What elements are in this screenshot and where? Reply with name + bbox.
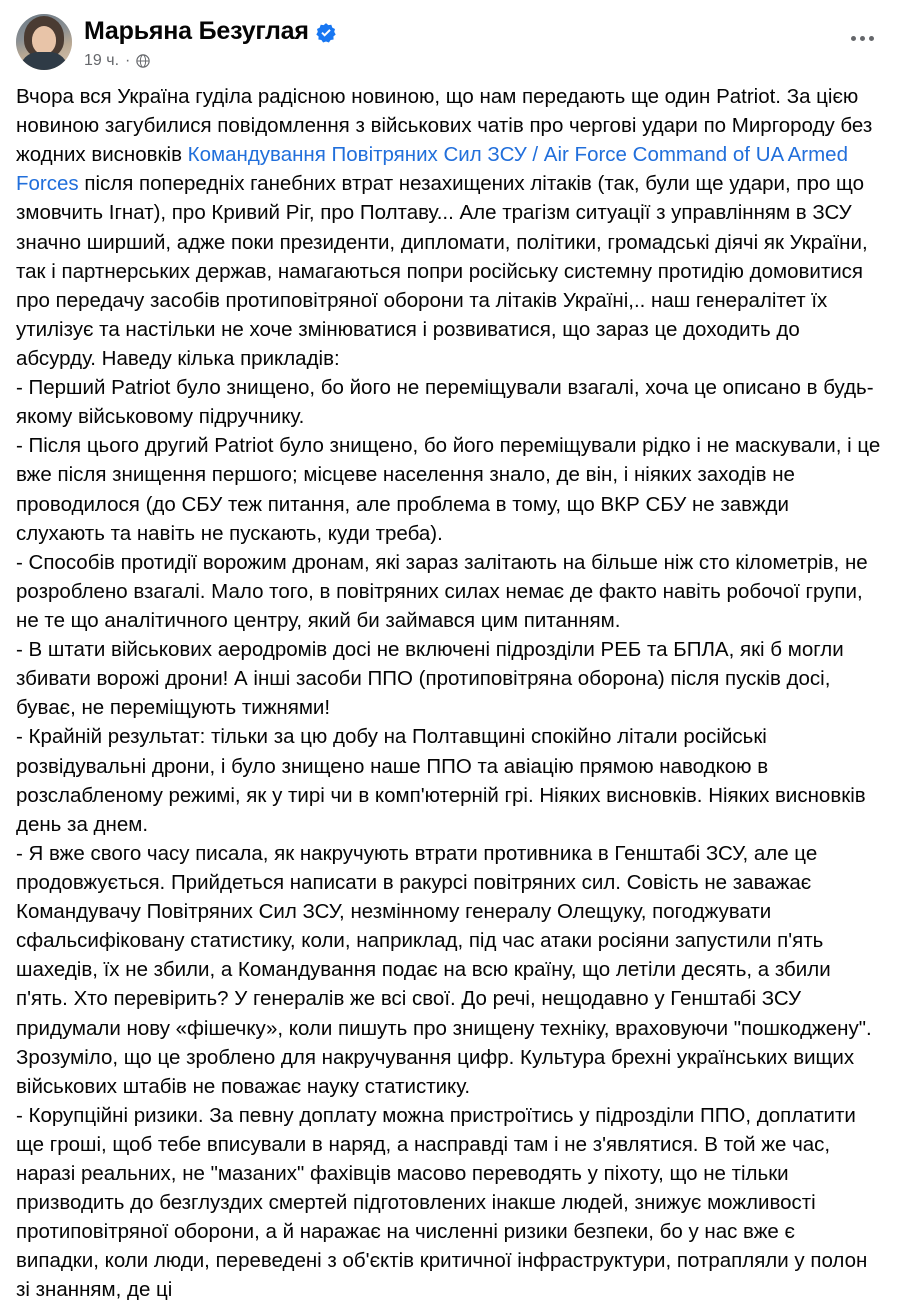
post-paragraph-2: - Перший Patriot було знищено, бо його не переміщували взагалі, хоча це описано в будь-якому військовому підручнику. — [16, 376, 874, 429]
menu-dot — [851, 36, 856, 41]
author-name-row — [84, 18, 882, 46]
post-paragraph-6: - Крайній результат: тільки за цю добу на Полтавщині спокійно літали російські розвідувальні дрони, і було знищено наше ППО та авіацію прямою наводкою в розслабленому режимі, як у тирі чи в комп'ютерній грі. Ніяких висновків. Ніяких висновків день за днем. — [16, 725, 866, 836]
meta-separator: · — [125, 51, 131, 69]
avatar-body — [20, 52, 68, 70]
menu-dot — [860, 36, 865, 41]
avatar-face — [32, 26, 56, 54]
post-paragraph-8: - Корупційні ризики. За певну доплату можна пристроїтись у підрозділи ППО, доплатити ще гроші, щоб тебе вписували в наряд, а насправді там і не з'являтися. В той же час, наразі реальних, не "мазаних" фахівців масово переводять у піхоту, що не тільки призводить до безглуздих смертей підготовлених інакше людей, знижує можливості протиповітряної оборони, а й наражає на численні ризики безпеки, бо у нас вже є випадки, коли люди, переведені з об'єктів критичної інфраструктури, потрапляли у полон зі знанням, де ці — [16, 1103, 868, 1302]
post-paragraph-3: - Після цього другий Patriot було знищено, бо його переміщували рідко і не маскували, і це вже після знищення першого; місцеве населення знало, де він, і ніяких заходів не проводилося (до СБУ теж питання, але проблема в тому, що ВКР СБУ не завжди слухають та навіть не пускають, куди треба). — [16, 434, 881, 545]
post-header — [14, 12, 884, 80]
post-body — [14, 80, 884, 1311]
avatar[interactable] — [16, 14, 72, 70]
post-author-block — [84, 14, 882, 70]
post-paragraph-7: - Я вже свого часу писала, як накручують втрати противника в Генштабі ЗСУ, але це продовжується. Прийдеться написати в ракурсі повітряних сил. Совість не заважає Командувачу Повітряних Сил ЗСУ, незмінному генералу Олещуку, погоджувати сфальсифіковану статистику, коли, наприклад, під час атаки росіяни запустили п'ять шахедів, їх не збили, а Командування подає на всю країну, що летіли десять, а збили п'ять. Хто перевірить? У генералів же всі свої. До речі, нещодавно у Генштабі ЗСУ придумали нову «фішечку», коли пишуть про знищену техніку, враховуючи "пошкоджену". Зрозуміло, що це зроблено для накручування цифр. Культура брехні українських вищих військових штабів не поважає науку статистику. — [16, 841, 872, 1098]
post-meta-row — [84, 52, 882, 70]
post-timestamp[interactable]: 19 ч. — [84, 51, 120, 69]
post-paragraph-5: - В штати військових аеродромів досі не включені підрозділи РЕБ та БПЛА, які б могли збивати ворожі дрони! А інші засоби ППО (протиповітряна оборона) після пусків досі, буває, не переміщують тижнями! — [16, 638, 844, 720]
globe-icon — [136, 54, 150, 68]
author-name[interactable]: Марьяна Безуглая — [84, 17, 309, 45]
post-text-intro-rest: після попередніх ганебних втрат незахищених літаків (так, були ще удари, про що змовчить Ігнат), про Кривий Ріг, про Полтаву... Але трагізм ситуації з управлінням в ЗСУ значно ширший, адже поки президенти, дипломати, політики, громадські діячі як України, так і партнерських держав, намагаються попри російську системну протидію домовитися про передачу засобів протиповітряної оборони та літаків Україні,.. наш генералітет їх утилізує та настільки не хоче змінюватися і розвиватися, що зараз це доходить до абсурду. Наведу кілька прикладів: — [16, 172, 868, 370]
verified-badge-icon — [315, 22, 337, 44]
post-options-menu[interactable] — [844, 26, 880, 50]
air-force-command-link[interactable]: Командування Повітряних Сил ЗСУ / Air Force Command of UA Armed Forces — [16, 143, 848, 196]
post-paragraph-4: - Способів протидії ворожим дронам, які зараз залітають на більше ніж сто кілометрів, не розроблено взагалі. Мало того, в повітряних силах немає де факто навіть робочої групи, не те що аналітичного центру, який би займався цим питанням. — [16, 550, 868, 632]
post-text-intro: Вчора вся Україна гуділа радісною новиною, що нам передають ще один Patriot. За цією новиною загубилися повідомлення з військових чатів про чергові удари по Миргороду без жодних висновків — [16, 85, 873, 167]
post-paragraph-1 — [16, 82, 882, 373]
menu-dot — [869, 36, 874, 41]
